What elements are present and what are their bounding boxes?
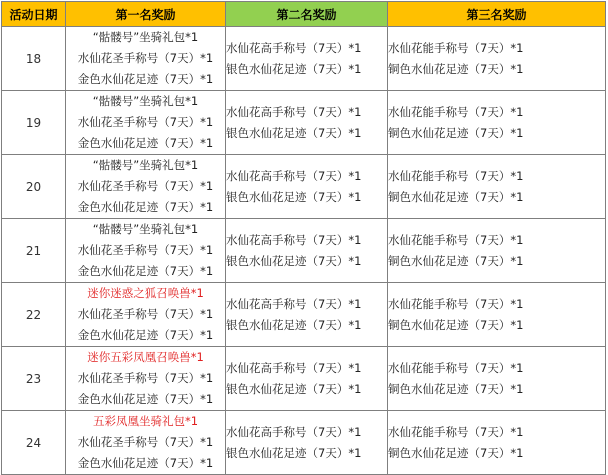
date-cell: 18: [2, 27, 66, 91]
table-row: [2, 219, 606, 283]
table-row: [2, 27, 606, 91]
header-second-reward: 第二名奖励: [226, 2, 388, 27]
reward-item: 水仙花高手称号（7天）*1: [226, 424, 362, 439]
date-cell: 22: [2, 283, 66, 347]
reward-item: 水仙花能手称号（7天）*1: [388, 360, 524, 375]
second-reward-cell: [226, 283, 388, 347]
reward-item: 银色水仙花足迹（7天）*1: [226, 189, 362, 204]
table-row: [2, 283, 606, 347]
third-reward-cell: [388, 347, 606, 411]
reward-item: 水仙花圣手称号（7天）*1: [77, 371, 214, 385]
reward-item: 铜色水仙花足迹（7天）*1: [388, 253, 524, 268]
second-reward-cell: [226, 411, 388, 475]
reward-item: 水仙花圣手称号（7天）*1: [77, 307, 214, 321]
reward-item: 水仙花高手称号（7天）*1: [226, 296, 362, 311]
first-reward-cell: [66, 27, 226, 91]
reward-item: “骷髅号”坐骑礼包*1: [92, 222, 199, 236]
reward-item: 金色水仙花足迹（7天）*1: [77, 136, 214, 150]
table-row: [2, 411, 606, 475]
reward-table: [1, 1, 606, 475]
reward-item: 金色水仙花足迹（7天）*1: [77, 392, 214, 406]
reward-item: 银色水仙花足迹（7天）*1: [226, 445, 362, 460]
first-reward-cell: [66, 91, 226, 155]
third-reward-cell: [388, 27, 606, 91]
first-reward-cell: [66, 155, 226, 219]
table-row: [2, 347, 606, 411]
reward-item: 银色水仙花足迹（7天）*1: [226, 381, 362, 396]
reward-item: 水仙花能手称号（7天）*1: [388, 168, 524, 183]
reward-item: 银色水仙花足迹（7天）*1: [226, 317, 362, 332]
reward-item: 迷你五彩凤凰召唤兽*1: [87, 350, 204, 364]
reward-item: 铜色水仙花足迹（7天）*1: [388, 189, 524, 204]
reward-item: 金色水仙花足迹（7天）*1: [77, 264, 214, 278]
table-body: [2, 27, 606, 475]
first-reward-cell: [66, 347, 226, 411]
reward-item: “骷髅号”坐骑礼包*1: [92, 158, 199, 172]
second-reward-cell: [226, 155, 388, 219]
second-reward-cell: [226, 27, 388, 91]
date-cell: 23: [2, 347, 66, 411]
reward-item: 水仙花圣手称号（7天）*1: [77, 243, 214, 257]
reward-item: 铜色水仙花足迹（7天）*1: [388, 445, 524, 460]
second-reward-cell: [226, 347, 388, 411]
reward-item: 水仙花圣手称号（7天）*1: [77, 179, 214, 193]
third-reward-cell: [388, 91, 606, 155]
reward-item: 水仙花能手称号（7天）*1: [388, 232, 524, 247]
third-reward-cell: [388, 283, 606, 347]
reward-item: 铜色水仙花足迹（7天）*1: [388, 125, 524, 140]
first-reward-cell: [66, 283, 226, 347]
reward-item: 水仙花圣手称号（7天）*1: [77, 115, 214, 129]
third-reward-cell: [388, 219, 606, 283]
reward-item: 迷你迷惑之狐召唤兽*1: [87, 286, 204, 300]
reward-item: 铜色水仙花足迹（7天）*1: [388, 381, 524, 396]
third-reward-cell: [388, 411, 606, 475]
reward-item: 水仙花能手称号（7天）*1: [388, 424, 524, 439]
reward-item: 金色水仙花足迹（7天）*1: [77, 72, 214, 86]
reward-item: 金色水仙花足迹（7天）*1: [77, 328, 214, 342]
reward-item: 水仙花能手称号（7天）*1: [388, 296, 524, 311]
reward-item: 银色水仙花足迹（7天）*1: [226, 253, 362, 268]
third-reward-cell: [388, 155, 606, 219]
reward-item: 金色水仙花足迹（7天）*1: [77, 200, 214, 214]
reward-item: 水仙花圣手称号（7天）*1: [77, 51, 214, 65]
reward-item: “骷髅号”坐骑礼包*1: [92, 94, 199, 108]
reward-item: 五彩凤凰坐骑礼包*1: [92, 414, 199, 428]
first-reward-cell: [66, 219, 226, 283]
first-reward-cell: [66, 411, 226, 475]
reward-item: 铜色水仙花足迹（7天）*1: [388, 317, 524, 332]
reward-item: 水仙花高手称号（7天）*1: [226, 232, 362, 247]
reward-item: 银色水仙花足迹（7天）*1: [226, 125, 362, 140]
header-first-reward: 第一名奖励: [66, 2, 226, 27]
reward-item: 水仙花能手称号（7天）*1: [388, 104, 524, 119]
reward-item: 金色水仙花足迹（7天）*1: [77, 456, 214, 470]
reward-item: 银色水仙花足迹（7天）*1: [226, 61, 362, 76]
date-cell: 20: [2, 155, 66, 219]
second-reward-cell: [226, 219, 388, 283]
header-row: [2, 2, 606, 27]
date-cell: 24: [2, 411, 66, 475]
reward-item: 水仙花高手称号（7天）*1: [226, 360, 362, 375]
table-row: [2, 91, 606, 155]
header-third-reward: 第三名奖励: [388, 2, 606, 27]
date-cell: 19: [2, 91, 66, 155]
reward-item: 水仙花能手称号（7天）*1: [388, 40, 524, 55]
reward-item: 水仙花高手称号（7天）*1: [226, 40, 362, 55]
reward-item: 水仙花高手称号（7天）*1: [226, 168, 362, 183]
reward-item: 铜色水仙花足迹（7天）*1: [388, 61, 524, 76]
reward-item: “骷髅号”坐骑礼包*1: [92, 30, 199, 44]
second-reward-cell: [226, 91, 388, 155]
date-cell: 21: [2, 219, 66, 283]
header-date: 活动日期: [2, 2, 66, 27]
table-row: [2, 155, 606, 219]
reward-item: 水仙花高手称号（7天）*1: [226, 104, 362, 119]
reward-item: 水仙花圣手称号（7天）*1: [77, 435, 214, 449]
